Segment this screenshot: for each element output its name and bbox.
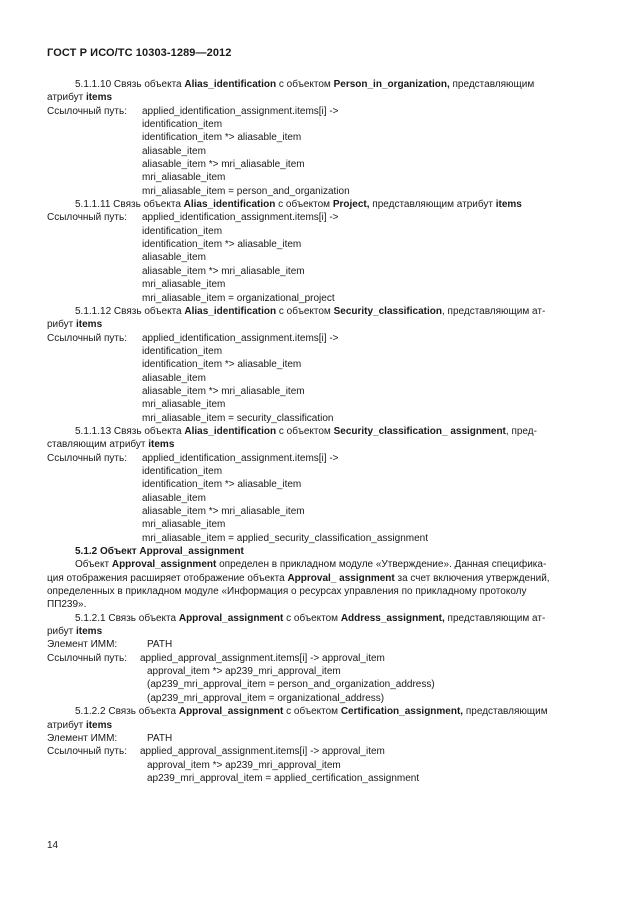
standard-header: ГОСТ Р ИСО/ТС 10303-1289—2012 [47, 47, 232, 59]
path-line: mri_aliasable_item = applied_security_classification_assignment [142, 532, 428, 544]
path-line: aliasable_item [142, 492, 206, 504]
section-5-1-1-10-heading: 5.1.1.10 Связь объекта Alias_identification с объектом Person_in_organization, представляющим [75, 79, 535, 90]
section-5-1-1-12-heading: 5.1.1.12 Связь объекта Alias_identification с объектом Security_classification, представляющим ат- [75, 305, 546, 317]
path-line: aliasable_item [142, 145, 206, 157]
section-5-1-2-1-heading: 5.1.2.1 Связь объекта Approval_assignment с объектом Address_assignment, представляющим ат- [75, 612, 546, 624]
section-5-1-1-10-heading-cont: атрибут items [47, 92, 113, 104]
path-line: aliasable_item [142, 372, 206, 384]
section-5-1-2-2-heading: 5.1.2.2 Связь объекта Approval_assignment с объектом Certification_assignment, представляющим [75, 706, 548, 718]
path-line: identification_item [142, 465, 223, 477]
element-imm-line: Элемент ИММ: PATH [47, 732, 173, 744]
path-line: mri_aliasable_item [142, 399, 226, 411]
section-5-1-1-12-heading-cont: рибут items [47, 319, 103, 331]
path-line: approval_item *> ap239_mri_approval_item [147, 666, 341, 678]
path-line: aliasable_item *> mri_aliasable_item [142, 159, 305, 171]
paragraph-line: определенных в прикладном модуле «Информация о ресурсах управления по прикладному протоколу [47, 586, 527, 598]
path-line: identification_item *> aliasable_item [142, 479, 302, 491]
section-5-1-2-1-heading-cont: рибут items [47, 626, 103, 638]
path-line: mri_aliasable_item = person_and_organization [142, 185, 350, 197]
path-line: (ap239_mri_approval_item = person_and_organization_address) [147, 679, 435, 691]
paragraph-line: Объект Approval_assignment определен в прикладном модуле «Утверждение». Данная специфика- [75, 559, 547, 571]
path-line: ap239_mri_approval_item = applied_certification_assignment [147, 772, 420, 784]
paragraph-line: ПП239». [47, 599, 87, 611]
page-content [47, 78, 585, 785]
path-line: mri_aliasable_item = organizational_project [142, 292, 335, 304]
page-number: 14 [47, 840, 59, 851]
path-line: identification_item *> aliasable_item [142, 359, 302, 371]
path-line: mri_aliasable_item = security_classification [142, 412, 334, 424]
path-line: identification_item [142, 225, 223, 237]
section-5-1-2-2-heading-cont: атрибут items [47, 719, 113, 731]
path-line: identification_item [142, 119, 223, 131]
ref-path-line: Ссылочный путь: applied_identification_assignment.items[i] -> [47, 452, 339, 464]
ref-path-line: Ссылочный путь: applied_identification_assignment.items[i] -> [47, 332, 339, 344]
path-line: aliasable_item [142, 252, 206, 264]
ref-path-line: Ссылочный путь: applied_identification_assignment.items[i] -> [47, 212, 339, 224]
path-line: mri_aliasable_item [142, 172, 226, 184]
path-line: (ap239_mri_approval_item = organizational_address) [147, 692, 385, 704]
path-line: approval_item *> ap239_mri_approval_item [147, 759, 341, 771]
ref-path-line: Ссылочный путь: applied_identification_assignment.items[i] -> [47, 105, 339, 117]
section-5-1-1-13-heading-cont: ставляющим атрибут items [47, 439, 175, 451]
path-line: identification_item *> aliasable_item [142, 239, 302, 251]
path-line: mri_aliasable_item [142, 519, 226, 531]
path-line: identification_item [142, 345, 223, 357]
section-5-1-1-13-heading: 5.1.1.13 Связь объекта Alias_identification с объектом Security_classification_ assignment, пред- [75, 425, 537, 437]
path-line: aliasable_item *> mri_aliasable_item [142, 265, 305, 277]
path-line: aliasable_item *> mri_aliasable_item [142, 506, 305, 517]
path-line: aliasable_item *> mri_aliasable_item [142, 385, 305, 397]
path-line: identification_item *> aliasable_item [142, 132, 302, 144]
ref-path-line: Ссылочный путь: applied_approval_assignment.items[i] -> approval_item [47, 652, 385, 664]
paragraph-line: ция отображения расширяет отображение объекта Approval_ assignment за счет включения утверждений, [47, 572, 550, 584]
path-line: mri_aliasable_item [142, 279, 226, 291]
ref-path-line: Ссылочный путь: applied_approval_assignment.items[i] -> approval_item [47, 746, 385, 758]
element-imm-line: Элемент ИММ: PATH [47, 639, 173, 651]
section-5-1-2-heading: 5.1.2 Объект Approval_assignment [75, 546, 244, 558]
section-5-1-1-11-heading: 5.1.1.11 Связь объекта Alias_identification с объектом Project, представляющим атрибут items [75, 199, 522, 211]
